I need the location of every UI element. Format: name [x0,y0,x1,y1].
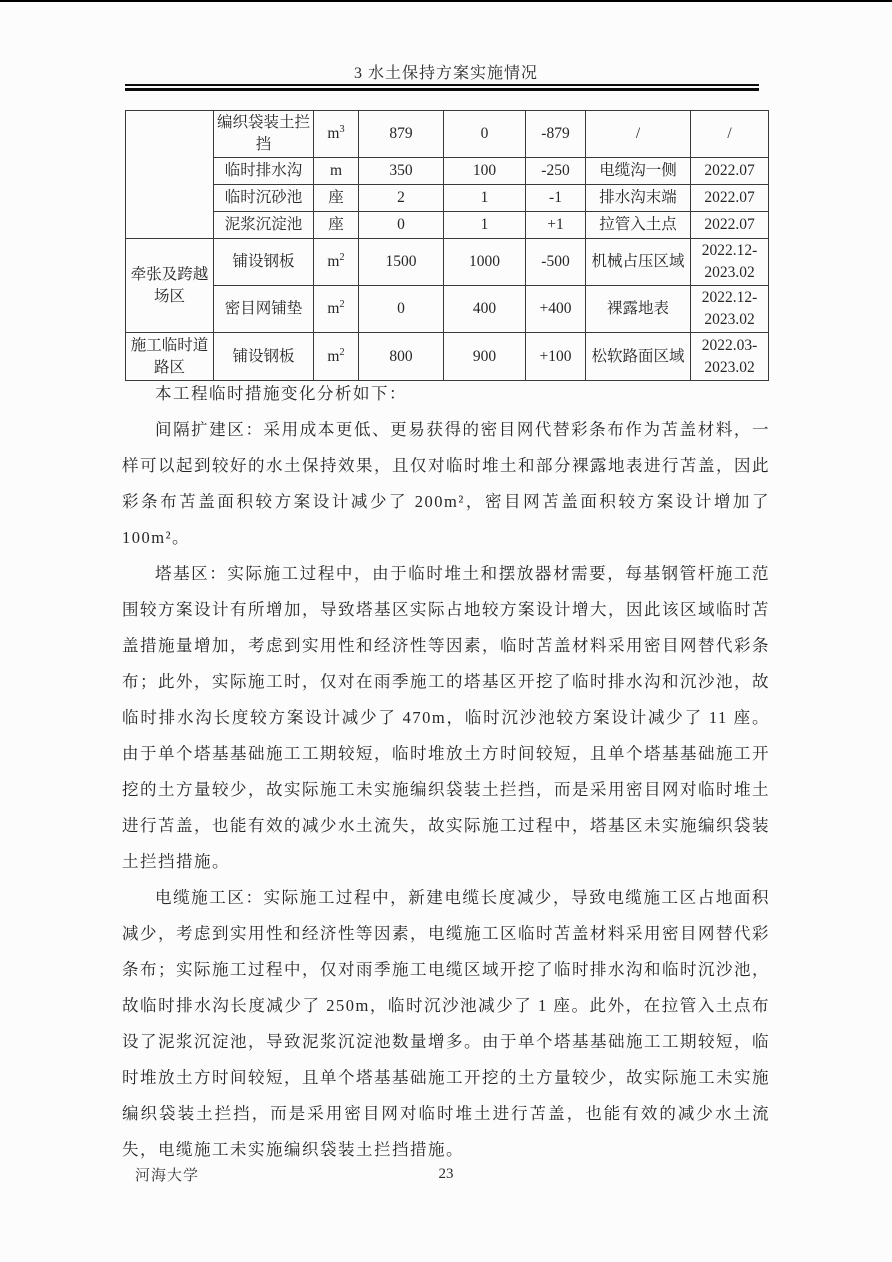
cell-measure: 铺设钢板 [214,239,314,286]
cell-location: 拉管入土点 [586,212,691,239]
header-double-rule [125,84,759,91]
cell-design-qty: 0 [359,212,444,239]
scan-edge-line [0,0,892,2]
cell-measure: 编织袋装土拦挡 [214,111,314,158]
cell-location: 电缆沟一侧 [586,158,691,185]
unit-superscript: 2 [339,251,345,263]
cell-actual-qty: 100 [444,158,526,185]
body-text [122,376,770,1168]
cell-period: 2022.07 [691,185,769,212]
unit-text: m [327,300,340,317]
paragraph-cable-zone: 电缆施工区：实际施工过程中，新建电缆长度减少，导致电缆施工区占地面积减少，考虑到实用性和经济性等因素，电缆施工区临时苫盖材料采用密目网替代彩条布；实际施工过程中，仅对雨季施工电缆区域开挖了临时排水沟和临时沉沙池，故临时排水沟长度减少了 250m，临时沉沙池减少了 1 座。此外，在拉管入土点布设了泥浆沉淀池，导致泥浆沉淀池数量增多。由于单个塔基基础施工工期较短，临时堆放土方时间较短，且单个塔基基础施工开挖的土方量较少，故实际施工未实施编织袋装土拦挡，而是采用密目网对临时堆土进行苫盖，也能有效的减少水土流失，电缆施工未实施编织袋装土拦挡措施。 [122,888,770,1159]
cell-design-qty: 800 [359,333,444,381]
cell-region: 施工临时道路区 [126,333,214,381]
cell-change-qty: +400 [526,286,586,333]
cell-design-qty: 0 [359,286,444,333]
cell-measure: 铺设钢板 [214,333,314,381]
cell-change-qty: -250 [526,158,586,185]
cell-actual-qty: 0 [444,111,526,158]
cell-measure: 临时排水沟 [214,158,314,185]
cell-location: 松软路面区域 [586,333,691,381]
cell-actual-qty: 1 [444,212,526,239]
footer-page-number: 23 [438,1166,454,1182]
cell-design-qty: 350 [359,158,444,185]
cell-unit [314,111,359,158]
unit-text: 座 [328,216,344,233]
cell-period: 2022.12-2023.02 [691,239,769,286]
cell-measure: 泥浆沉淀池 [214,212,314,239]
unit-text: m [329,162,343,179]
cell-location: 机械占压区域 [586,239,691,286]
cell-measure: 临时沉砂池 [214,185,314,212]
table-row [126,111,769,158]
table-row [126,212,769,239]
paragraph-interval-zone: 间隔扩建区：采用成本更低、更易获得的密目网代替彩条布作为苫盖材料，一样可以起到较好的水土保持效果，且仅对临时堆土和部分裸露地表进行苫盖，因此彩条布苫盖面积较方案设计减少了 200m²，密目网苫盖面积较方案设计增加了 100m²。 [122,420,770,547]
cell-period: 2022.07 [691,158,769,185]
temporary-measures-table [125,110,769,381]
cell-period: 2022.12-2023.02 [691,286,769,333]
cell-change-qty: -1 [526,185,586,212]
unit-text: m [327,253,340,270]
cell-actual-qty: 1000 [444,239,526,286]
table-row [126,286,769,333]
cell-location: 排水沟末端 [586,185,691,212]
unit-superscript: 3 [339,123,345,135]
cell-actual-qty: 1 [444,185,526,212]
cell-location: 裸露地表 [586,286,691,333]
cell-location: / [586,111,691,158]
table-row [126,333,769,381]
paragraph-intro: 本工程临时措施变化分析如下： [155,384,407,403]
cell-unit [314,158,359,185]
cell-change-qty: -879 [526,111,586,158]
table-row [126,185,769,212]
cell-design-qty: 2 [359,185,444,212]
cell-unit [314,239,359,286]
cell-period: 2022.07 [691,212,769,239]
cell-actual-qty: 400 [444,286,526,333]
cell-unit [314,286,359,333]
cell-region-continued [126,111,214,239]
cell-change-qty: +1 [526,212,586,239]
cell-change-qty: -500 [526,239,586,286]
chapter-header-title: 3 水土保持方案实施情况 [353,65,538,82]
cell-period: / [691,111,769,158]
paragraph-tower-zone: 塔基区：实际施工过程中，由于临时堆土和摆放器材需要，每基钢管杆施工范围较方案设计有所增加，导致塔基区实际占地较方案设计增大，因此该区域临时苫盖措施量增加，考虑到实用性和经济性等因素，临时苫盖材料采用密目网替代彩条布；此外，实际施工时，仅对在雨季施工的塔基区开挖了临时排水沟和沉沙池，故临时排水沟长度较方案设计减少了 470m，临时沉沙池较方案设计减少了 11 座。由于单个塔基基础施工工期较短，临时堆放土方时间较短，且单个塔基基础施工开挖的土方量较少，故实际施工未实施编织袋装土拦挡，而是采用密目网对临时堆土进行苫盖，也能有效的减少水土流失，故实际施工过程中，塔基区未实施编织袋装土拦挡措施。 [122,564,770,871]
unit-text: 座 [328,189,344,206]
cell-actual-qty: 900 [444,333,526,381]
cell-unit [314,212,359,239]
footer-institution: 河海大学 [135,1168,200,1184]
cell-period: 2022.03-2023.02 [691,333,769,381]
table-row [126,239,769,286]
table-row [126,158,769,185]
cell-design-qty: 1500 [359,239,444,286]
unit-superscript: 2 [339,298,345,310]
cell-measure: 密目网铺垫 [214,286,314,333]
cell-unit [314,185,359,212]
cell-design-qty: 879 [359,111,444,158]
cell-region: 牵张及跨越场区 [126,239,214,333]
cell-change-qty: +100 [526,333,586,381]
unit-superscript: 2 [339,346,345,358]
unit-text: m [327,125,340,142]
cell-unit [314,333,359,381]
unit-text: m [327,347,340,365]
